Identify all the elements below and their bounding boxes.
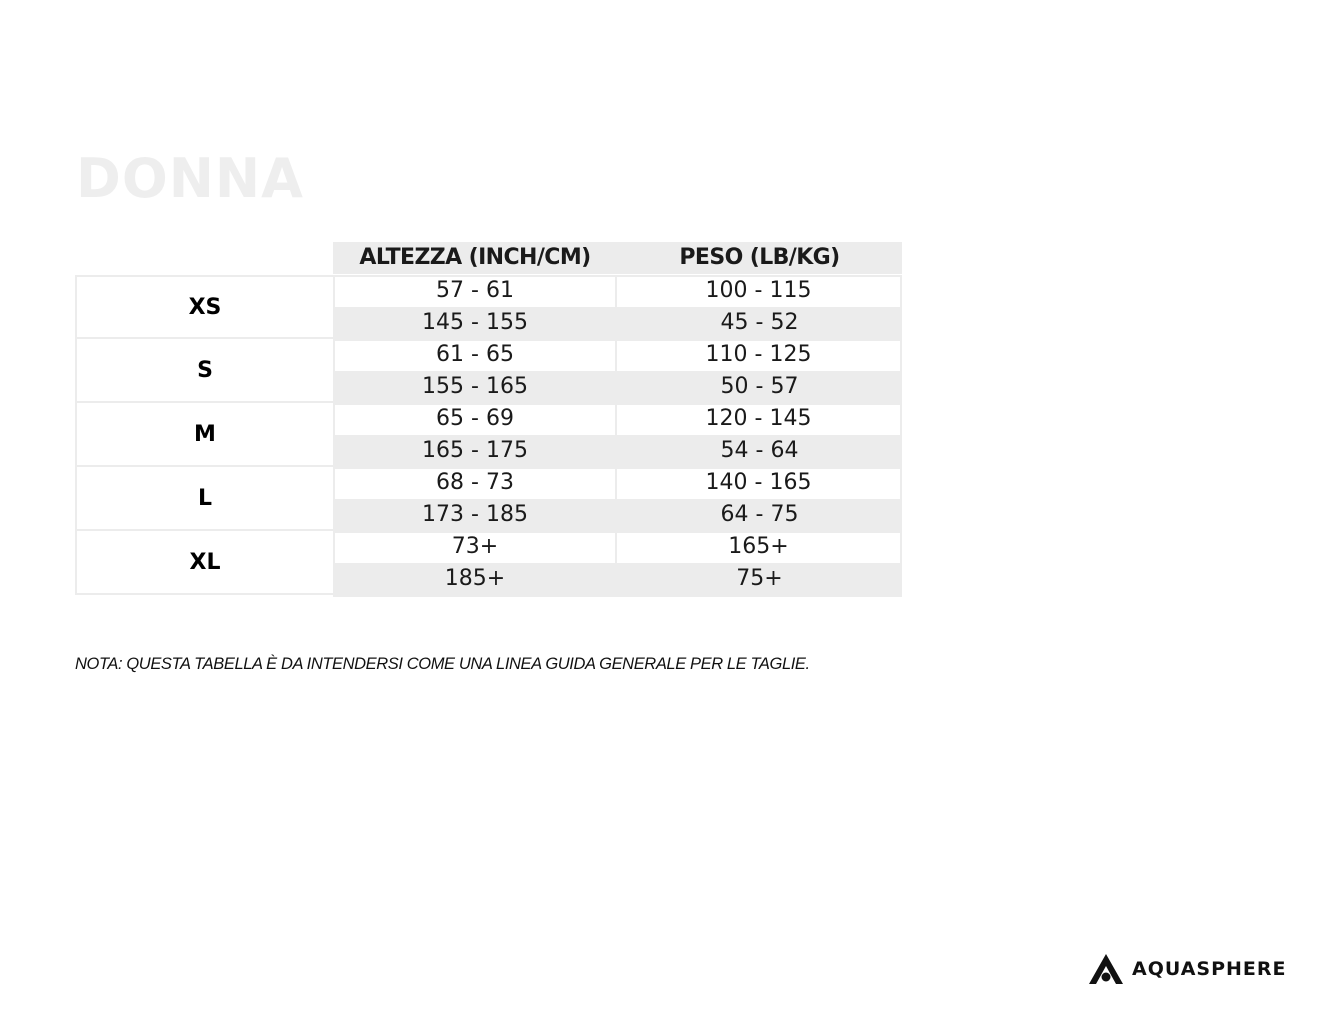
brand-logo-text: AQUASPHERE <box>1132 958 1287 980</box>
size-table-body <box>333 275 902 595</box>
weight-kg: 54 - 64 <box>720 438 799 463</box>
column-header-height: ALTEZZA (INCH/CM) <box>359 245 591 270</box>
aquasphere-logo-icon <box>1088 953 1124 985</box>
weight-kg: 64 - 75 <box>720 502 799 527</box>
height-cm: 185+ <box>444 566 506 591</box>
size-label-xs: XS <box>75 275 333 339</box>
height-inch: 61 - 65 <box>333 339 617 371</box>
table-row-xl-inch-lb <box>333 531 902 563</box>
weight-kg: 45 - 52 <box>720 310 799 335</box>
height-cm: 155 - 165 <box>422 374 528 399</box>
height-cm: 145 - 155 <box>422 310 528 335</box>
height-cm: 173 - 185 <box>422 502 528 527</box>
table-row-xs-inch-lb <box>333 275 902 307</box>
size-label-l: L <box>75 467 333 531</box>
table-header <box>333 242 902 274</box>
brand-logo <box>1088 952 1287 986</box>
size-label-m: M <box>75 403 333 467</box>
table-row-m-cm-kg <box>333 435 902 467</box>
height-inch: 57 - 61 <box>333 275 617 307</box>
page-title: DONNA <box>76 147 304 210</box>
table-row-l-inch-lb <box>333 467 902 499</box>
weight-kg: 75+ <box>736 566 783 591</box>
size-label-s: S <box>75 339 333 403</box>
size-label-xl: XL <box>75 531 333 595</box>
weight-lb: 165+ <box>617 531 902 563</box>
size-column <box>75 275 333 595</box>
weight-lb: 110 - 125 <box>617 339 902 371</box>
weight-lb: 120 - 145 <box>617 403 902 435</box>
weight-lb: 100 - 115 <box>617 275 902 307</box>
table-row-l-cm-kg <box>333 499 902 531</box>
weight-kg: 50 - 57 <box>720 374 799 399</box>
column-header-weight: PESO (LB/KG) <box>679 245 840 270</box>
table-row-s-cm-kg <box>333 371 902 403</box>
weight-lb: 140 - 165 <box>617 467 902 499</box>
height-cm: 165 - 175 <box>422 438 528 463</box>
size-guide-note: NOTA: QUESTA TABELLA È DA INTENDERSI COME UNA LINEA GUIDA GENERALE PER LE TAGLIE. <box>75 655 810 673</box>
height-inch: 68 - 73 <box>333 467 617 499</box>
table-row-xs-cm-kg <box>333 307 902 339</box>
height-inch: 65 - 69 <box>333 403 617 435</box>
height-inch: 73+ <box>333 531 617 563</box>
table-row-xl-cm-kg <box>333 563 902 595</box>
table-row-s-inch-lb <box>333 339 902 371</box>
table-bottom-border <box>333 595 902 597</box>
table-row-m-inch-lb <box>333 403 902 435</box>
